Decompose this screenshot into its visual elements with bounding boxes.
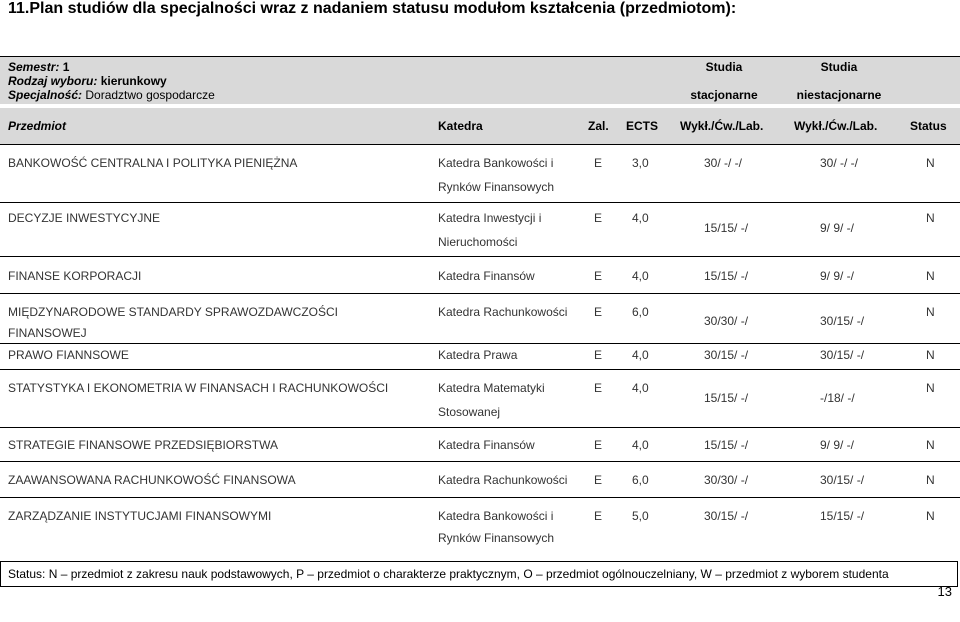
row-6-part-time-hours: -/18/ -/ (820, 391, 855, 405)
row-6-ects: 4,0 (632, 381, 649, 395)
row-8-part-time-hours: 30/15/ -/ (820, 473, 865, 487)
full-time-heading: Studia (705, 60, 743, 74)
row-6-department-line-1: Katedra Matematyki (438, 381, 545, 395)
row-6-full-time-hours: 15/15/ -/ (704, 391, 749, 405)
semester-line (8, 60, 69, 74)
row-9-department-line-2: Rynków Finansowych (438, 531, 555, 545)
row-4-full-time-hours: 30/30/ -/ (704, 314, 749, 328)
row-1-rule (0, 202, 960, 203)
column-header-bottom-rule (0, 144, 960, 145)
row-7-subject: STRATEGIE FINANSOWE PRZEDSIĘBIORSTWA (8, 438, 279, 452)
column-header-department: Katedra (438, 119, 483, 133)
row-8-assessment: E (594, 473, 603, 487)
row-3-subject: FINANSE KORPORACJI (8, 269, 142, 283)
column-header-assessment: Zal. (588, 119, 609, 133)
column-header-status: Status (910, 119, 947, 133)
column-header-full-time-hours: Wykł./Ćw./Lab. (680, 119, 764, 133)
row-4-department: Katedra Rachunkowości (438, 305, 568, 319)
row-6-subject: STATYSTYKA I EKONOMETRIA W FINANSACH I RACHUNKOWOŚCI (8, 381, 389, 395)
row-5-ects: 4,0 (632, 348, 649, 362)
row-8-subject: ZAAWANSOWANA RACHUNKOWOŚĆ FINANSOWA (8, 473, 296, 487)
specialization-line (8, 88, 215, 102)
row-8-status: N (926, 473, 935, 487)
page-title: 11.Plan studiów dla specjalności wraz z nadaniem statusu modułom kształcenia (przedmiotom): (8, 0, 737, 17)
row-3-department: Katedra Finansów (438, 269, 535, 283)
row-2-ects: 4,0 (632, 211, 649, 225)
row-4-ects: 6,0 (632, 305, 649, 319)
row-5-part-time-hours: 30/15/ -/ (820, 348, 865, 362)
row-8-rule (0, 497, 960, 498)
row-1-department-line-1: Katedra Bankowości i (438, 156, 554, 170)
row-2-department-line-2: Nieruchomości (438, 235, 518, 249)
specialization-value: Doradztwo gospodarcze (85, 88, 215, 102)
column-header-subject: Przedmiot (8, 119, 67, 133)
row-9-full-time-hours: 30/15/ -/ (704, 509, 749, 523)
page-number: 13 (937, 584, 952, 599)
row-7-status: N (926, 438, 935, 452)
part-time-heading: Studia (820, 60, 858, 74)
row-2-department-line-1: Katedra Inwestycji i (438, 211, 542, 225)
row-3-rule (0, 293, 960, 294)
row-9-department-line-1: Katedra Bankowości i (438, 509, 554, 523)
selection-type-line (8, 74, 167, 88)
row-3-part-time-hours: 9/ 9/ -/ (820, 269, 855, 283)
row-4-status: N (926, 305, 935, 319)
row-9-assessment: E (594, 509, 603, 523)
row-2-subject: DECYZJE INWESTYCYJNE (8, 211, 161, 225)
row-7-rule (0, 461, 960, 462)
row-4-subject-line-2: FINANSOWEJ (8, 326, 87, 340)
row-8-full-time-hours: 30/30/ -/ (704, 473, 749, 487)
row-2-rule (0, 256, 960, 257)
row-3-full-time-hours: 15/15/ -/ (704, 269, 749, 283)
row-4-rule (0, 343, 960, 344)
row-2-part-time-hours: 9/ 9/ -/ (820, 221, 855, 235)
row-5-full-time-hours: 30/15/ -/ (704, 348, 749, 362)
specialization-label: Specjalność: (8, 88, 83, 102)
row-5-assessment: E (594, 348, 603, 362)
row-1-subject: BANKOWOŚĆ CENTRALNA I POLITYKA PIENIĘŻNA (8, 156, 298, 170)
row-7-part-time-hours: 9/ 9/ -/ (820, 438, 855, 452)
row-3-status: N (926, 269, 935, 283)
row-9-part-time-hours: 15/15/ -/ (820, 509, 865, 523)
row-5-rule (0, 369, 960, 370)
row-1-ects: 3,0 (632, 156, 649, 170)
row-4-part-time-hours: 30/15/ -/ (820, 314, 865, 328)
selection-type-value: kierunkowy (100, 74, 167, 88)
column-header-part-time-hours: Wykł./Ćw./Lab. (794, 119, 878, 133)
part-time-subheading: niestacjonarne (796, 88, 882, 102)
full-time-subheading: stacjonarne (690, 88, 758, 102)
row-5-department: Katedra Prawa (438, 348, 518, 362)
row-2-full-time-hours: 15/15/ -/ (704, 221, 749, 235)
row-5-subject: PRAWO FIANNSOWE (8, 348, 129, 362)
row-1-department-line-2: Rynków Finansowych (438, 180, 555, 194)
row-7-ects: 4,0 (632, 438, 649, 452)
row-1-full-time-hours: 30/ -/ -/ (704, 156, 743, 170)
row-1-part-time-hours: 30/ -/ -/ (820, 156, 859, 170)
row-1-status: N (926, 156, 935, 170)
row-6-status: N (926, 381, 935, 395)
row-8-ects: 6,0 (632, 473, 649, 487)
row-7-assessment: E (594, 438, 603, 452)
row-4-subject-line-1: MIĘDZYNARODOWE STANDARDY SPRAWOZDAWCZOŚCI (8, 305, 339, 319)
row-4-assessment: E (594, 305, 603, 319)
row-6-rule (0, 427, 960, 428)
row-7-full-time-hours: 15/15/ -/ (704, 438, 749, 452)
header-top-rule (0, 56, 960, 57)
column-header-ects: ECTS (626, 119, 659, 133)
row-1-assessment: E (594, 156, 603, 170)
status-legend: Status: N – przedmiot z zakresu nauk podstawowych, P – przedmiot o charakterze praktycznym, O – przedmiot ogólnouczelniany, W – przedmiot z wyborem studenta (8, 567, 889, 581)
row-5-status: N (926, 348, 935, 362)
row-9-status: N (926, 509, 935, 523)
row-6-assessment: E (594, 381, 603, 395)
row-3-ects: 4,0 (632, 269, 649, 283)
row-6-department-line-2: Stosowanej (438, 405, 501, 419)
row-2-assessment: E (594, 211, 603, 225)
semester-value: 1 (62, 60, 70, 74)
row-9-subject: ZARZĄDZANIE INSTYTUCJAMI FINANSOWYMI (8, 509, 272, 523)
row-2-status: N (926, 211, 935, 225)
semester-label: Semestr: (8, 60, 60, 74)
row-3-assessment: E (594, 269, 603, 283)
row-7-department: Katedra Finansów (438, 438, 535, 452)
selection-type-label: Rodzaj wyboru: (8, 74, 98, 88)
row-8-department: Katedra Rachunkowości (438, 473, 568, 487)
row-9-ects: 5,0 (632, 509, 649, 523)
